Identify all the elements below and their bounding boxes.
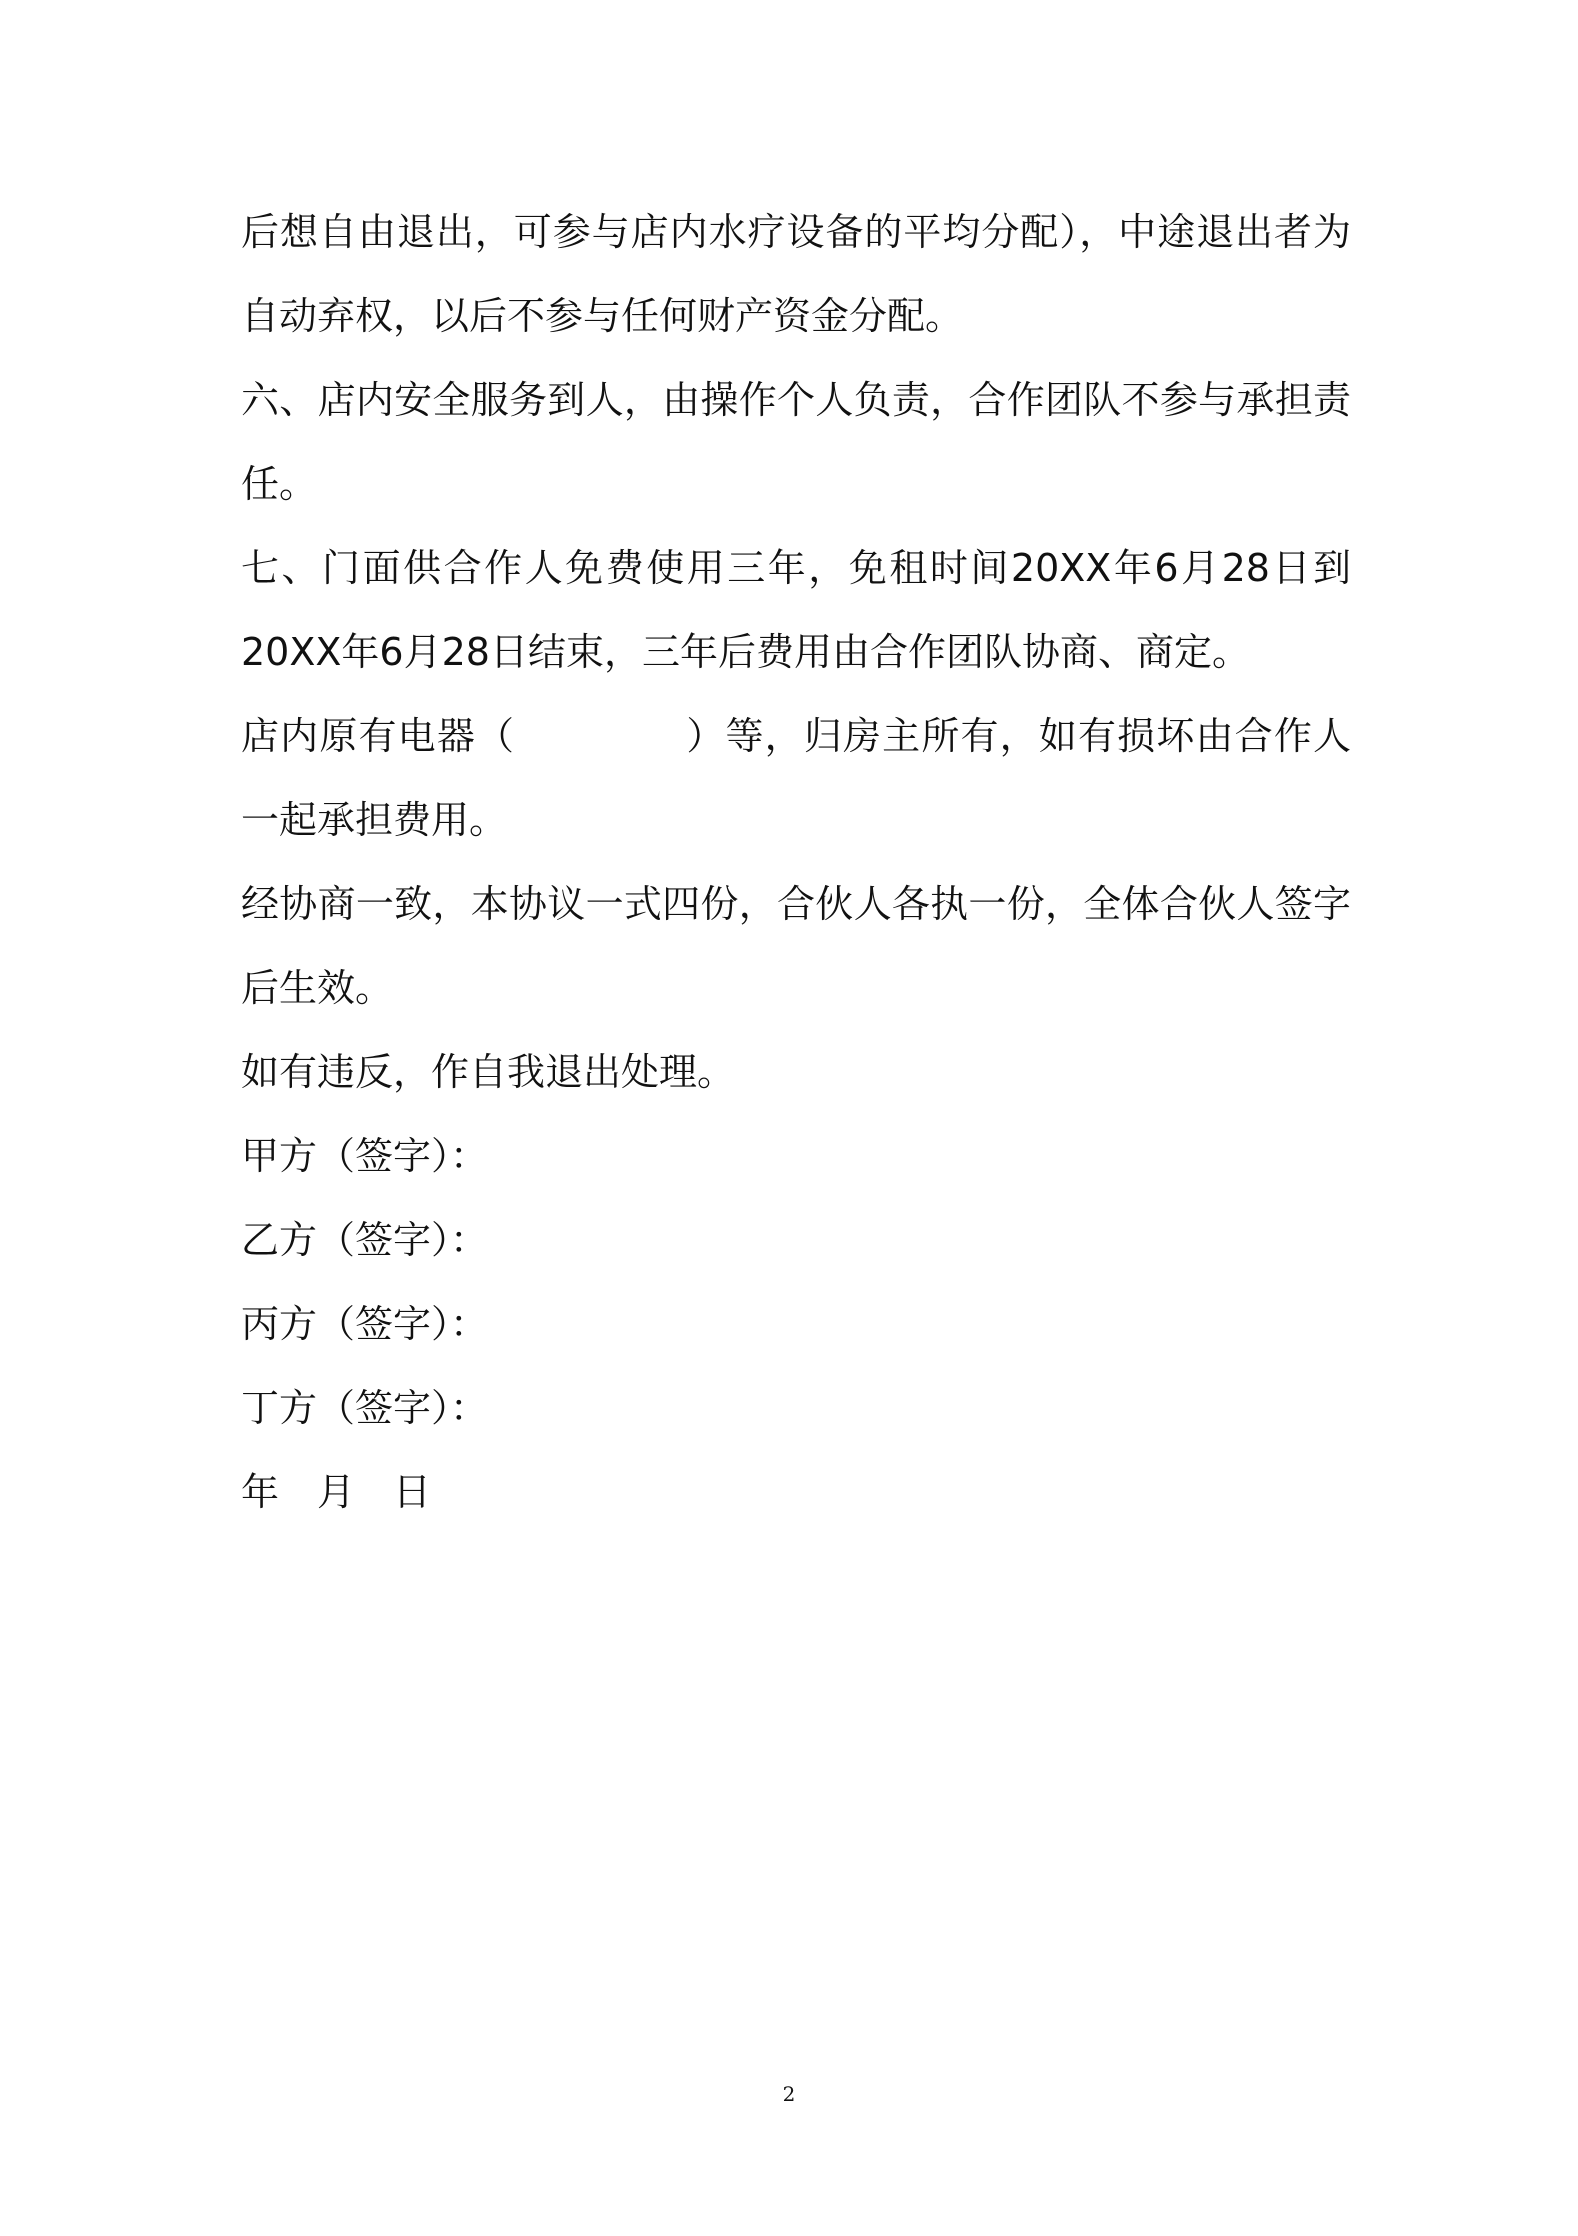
paragraph-agreement-copies: 经协商一致，本协议一式四份，合伙人各执一份，全体合伙人签字后生效。 [241,882,1351,1010]
paragraph-violation: 如有违反，作自我退出处理。 [241,1050,736,1094]
signature-party-b: 乙方（签字）： [241,1218,489,1262]
paragraph-continuation: 后想自由退出，可参与店内水疗设备的平均分配），中途退出者为自动弃权，以后不参与任何财产资金分配。 [241,210,1351,338]
appliances-text-after: ）等，归房主所有，如有损坏由合作人一起承担费用。 [241,714,1351,842]
signature-party-d: 丁方（签字）： [241,1386,489,1430]
page-number: 2 [782,2082,796,2106]
date-line: 年 月 日 [241,1470,432,1514]
paragraph-appliances [241,694,1351,862]
signature-party-a: 甲方（签字）： [241,1134,489,1178]
paragraph-clause-seven: 七、门面供合作人免费使用三年，免租时间20XX年6月28日到20XX年6月28日结束，三年后费用由合作团队协商、商定。 [241,546,1351,674]
signature-party-c: 丙方（签字）： [241,1302,489,1346]
appliances-text-before: 店内原有电器（ [241,714,516,758]
document-body [241,190,1351,1534]
paragraph-clause-six: 六、店内安全服务到人，由操作个人负责，合作团队不参与承担责任。 [241,378,1351,506]
